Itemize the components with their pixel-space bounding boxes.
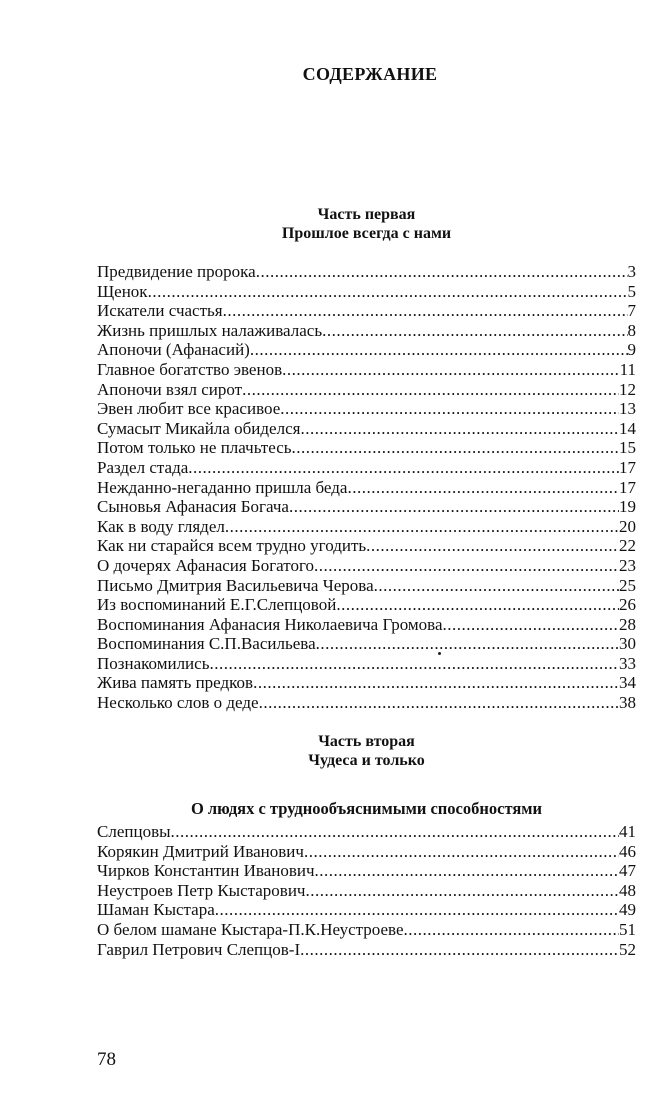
dot-leader bbox=[404, 920, 620, 940]
part2-heading bbox=[97, 732, 636, 770]
toc-entry-page: 17 bbox=[619, 457, 636, 477]
toc-entry-page: 51 bbox=[619, 919, 636, 939]
print-speck bbox=[438, 652, 441, 655]
toc-entry bbox=[97, 478, 636, 498]
toc-entry bbox=[97, 861, 636, 881]
dot-leader bbox=[314, 556, 619, 576]
dot-leader bbox=[259, 693, 619, 713]
toc-entry bbox=[97, 576, 636, 596]
toc-entry bbox=[97, 634, 636, 654]
toc-entry-page: 3 bbox=[627, 262, 636, 281]
toc-entry-page: 41 bbox=[619, 822, 636, 841]
dot-leader bbox=[148, 282, 628, 302]
toc-entry-title: Письмо Дмитрия Васильевича Черова bbox=[97, 575, 374, 595]
toc-entry-title: Искатели счастья bbox=[97, 301, 223, 321]
toc-entry bbox=[97, 262, 636, 282]
toc-entry-title: Апоночи (Афанасий) bbox=[97, 340, 250, 360]
toc-entry-page: 8 bbox=[627, 320, 636, 340]
toc-entry-page: 5 bbox=[627, 281, 636, 301]
toc-entry-page: 38 bbox=[619, 693, 636, 713]
toc-entry-title: Эвен любит все красивое bbox=[97, 399, 281, 419]
dot-leader bbox=[304, 842, 619, 862]
toc-entry-page: 49 bbox=[619, 900, 636, 920]
toc-entry-page: 17 bbox=[619, 477, 636, 497]
part2-toc-list bbox=[97, 822, 636, 959]
dot-leader bbox=[280, 399, 619, 419]
toc-entry bbox=[97, 673, 636, 693]
toc-entry-title: Главное богатство эвенов bbox=[97, 359, 283, 379]
dot-leader bbox=[253, 673, 619, 693]
toc-entry-page: 48 bbox=[619, 880, 636, 900]
toc-entry bbox=[97, 536, 636, 556]
toc-entry-page: 33 bbox=[619, 653, 636, 673]
toc-entry bbox=[97, 399, 636, 419]
toc-entry bbox=[97, 822, 636, 842]
toc-entry-page: 20 bbox=[619, 516, 636, 536]
dot-leader bbox=[250, 340, 628, 360]
dot-leader bbox=[316, 634, 619, 654]
toc-entry bbox=[97, 497, 636, 517]
page-title: СОДЕРЖАНИЕ bbox=[302, 64, 438, 84]
toc-entry-title: Гаврил Петрович Слепцов-I bbox=[97, 939, 301, 959]
dot-leader bbox=[188, 458, 619, 478]
part1-subtitle: Прошлое всегда с нами bbox=[281, 225, 452, 242]
toc-entry-page: 22 bbox=[619, 536, 636, 556]
toc-entry bbox=[97, 693, 636, 713]
dot-leader bbox=[322, 321, 627, 341]
toc-entry bbox=[97, 321, 636, 341]
toc-entry-title: Щенок bbox=[97, 281, 148, 301]
toc-entry-page: 9 bbox=[627, 340, 636, 360]
toc-entry bbox=[97, 940, 636, 960]
toc-entry-title: Потом только не плачьтесь bbox=[97, 438, 292, 458]
toc-entry bbox=[97, 556, 636, 576]
toc-entry-page: 46 bbox=[619, 841, 636, 861]
page-number: 78 bbox=[97, 1049, 116, 1070]
toc-entry-page: 13 bbox=[619, 399, 636, 419]
dot-leader bbox=[282, 360, 620, 380]
toc-entry bbox=[97, 380, 636, 400]
dot-leader bbox=[443, 615, 619, 635]
toc-entry-page: 25 bbox=[619, 575, 636, 595]
dot-leader bbox=[336, 595, 619, 615]
toc-entry-title: Неустроев Петр Кыстарович bbox=[97, 880, 306, 900]
toc-entry-page: 11 bbox=[619, 359, 636, 379]
toc-entry bbox=[97, 360, 636, 380]
toc-entry-page: 23 bbox=[619, 555, 636, 575]
part2-label: Часть вторая bbox=[318, 733, 415, 750]
toc-entry-page: 19 bbox=[619, 497, 636, 517]
dot-leader bbox=[223, 301, 628, 321]
toc-entry-title: Воспоминания С.П.Васильева bbox=[97, 634, 316, 654]
toc-entry-page: 34 bbox=[619, 673, 636, 693]
toc-entry-title: Несколько слов о деде bbox=[97, 693, 259, 713]
part2-section-heading: О людях с труднообъяснимыми способностями bbox=[190, 799, 543, 818]
toc-entry-page: 7 bbox=[627, 301, 636, 321]
dot-leader bbox=[347, 478, 619, 498]
toc-entry-page: 14 bbox=[619, 418, 636, 438]
toc-entry bbox=[97, 900, 636, 920]
toc-entry-title: Предвидение пророка bbox=[97, 262, 256, 281]
toc-entry bbox=[97, 881, 636, 901]
toc-entry-title: О дочерях Афанасия Богатого bbox=[97, 555, 315, 575]
toc-entry bbox=[97, 842, 636, 862]
toc-entry-title: Воспоминания Афанасия Николаевича Громова bbox=[97, 614, 443, 634]
part1-toc-list bbox=[97, 262, 636, 713]
toc-entry-page: 12 bbox=[619, 379, 636, 399]
dot-leader bbox=[366, 536, 619, 556]
dot-leader bbox=[300, 940, 619, 960]
toc-entry-title: Как ни старайся всем трудно угодить bbox=[97, 536, 367, 556]
dot-leader bbox=[305, 881, 619, 901]
toc-entry-title: Познакомились bbox=[97, 653, 210, 673]
toc-entry-title: Нежданно-негаданно пришла беда bbox=[97, 477, 348, 497]
dot-leader bbox=[289, 497, 619, 517]
toc-entry-title: Шаман Кыстара bbox=[97, 900, 215, 920]
dot-leader bbox=[374, 576, 619, 596]
toc-entry-title: Сумасыт Микайла обиделся bbox=[97, 418, 301, 438]
toc-entry bbox=[97, 282, 636, 302]
toc-entry bbox=[97, 340, 636, 360]
toc-entry-title: О белом шамане Кыстара-П.К.Неустроеве bbox=[97, 919, 404, 939]
toc-entry-page: 26 bbox=[619, 595, 636, 615]
toc-entry-title: Слепцовы bbox=[97, 822, 171, 841]
toc-entry bbox=[97, 438, 636, 458]
dot-leader bbox=[171, 822, 619, 842]
toc-entry-title: Как в воду глядел bbox=[97, 516, 225, 536]
toc-entry-page: 30 bbox=[619, 634, 636, 654]
toc-entry-title: Из воспоминаний Е.Г.Слепцовой bbox=[97, 595, 337, 615]
dot-leader bbox=[300, 419, 619, 439]
toc-entry bbox=[97, 458, 636, 478]
toc-entry-page: 28 bbox=[619, 614, 636, 634]
part1-label: Часть первая bbox=[317, 206, 416, 223]
part2-subtitle: Чудеса и только bbox=[308, 752, 425, 769]
dot-leader bbox=[242, 380, 619, 400]
toc-entry-title: Сыновья Афанасия Богача bbox=[97, 497, 289, 517]
toc-entry-title: Жизнь пришлых налаживалась bbox=[97, 320, 323, 340]
toc-entry bbox=[97, 595, 636, 615]
toc-entry-page: 47 bbox=[619, 861, 636, 881]
dot-leader bbox=[256, 262, 628, 282]
toc-entry bbox=[97, 301, 636, 321]
toc-entry bbox=[97, 419, 636, 439]
toc-entry-title: Жива память предков bbox=[97, 673, 254, 693]
dot-leader bbox=[292, 438, 620, 458]
toc-entry bbox=[97, 517, 636, 537]
toc-entry bbox=[97, 615, 636, 635]
part1-heading bbox=[97, 205, 636, 243]
toc-entry-title: Корякин Дмитрий Иванович bbox=[97, 841, 304, 861]
dot-leader bbox=[215, 900, 619, 920]
toc-entry-page: 52 bbox=[619, 939, 636, 959]
dot-leader bbox=[315, 861, 619, 881]
toc-entry-page: 15 bbox=[619, 438, 636, 458]
toc-entry-title: Раздел стада bbox=[97, 457, 189, 477]
dot-leader bbox=[225, 517, 619, 537]
dot-leader bbox=[209, 654, 619, 674]
toc-entry bbox=[97, 920, 636, 940]
toc-entry bbox=[97, 654, 636, 674]
toc-entry-title: Чирков Константин Иванович bbox=[97, 861, 315, 881]
toc-entry-title: Апоночи взял сирот bbox=[97, 379, 243, 399]
